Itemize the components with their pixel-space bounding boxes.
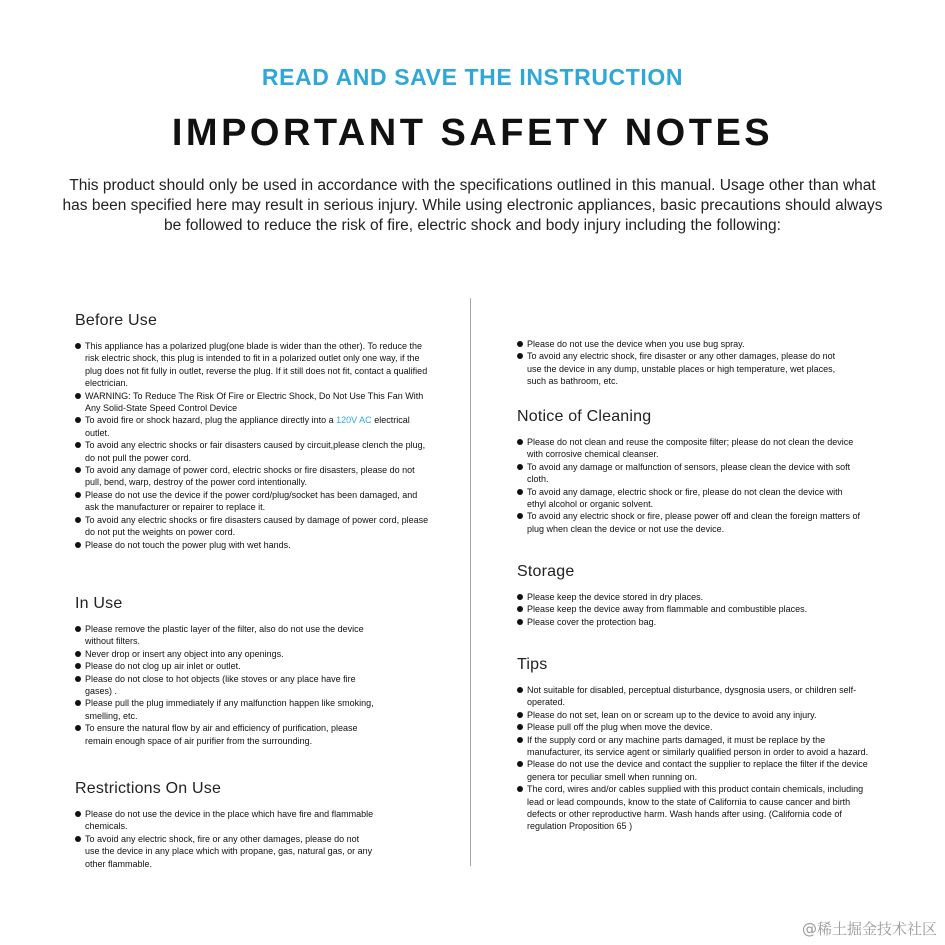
list-item: Please pull the plug immediately if any malfunction happen like smoking, smelling, etc. <box>75 697 385 722</box>
section-heading: Restrictions On Use <box>75 780 222 797</box>
bullet-list <box>75 808 375 870</box>
section-heading: Notice of Cleaning <box>517 408 652 425</box>
list-item: Never drop or insert any object into any openings. <box>75 648 385 660</box>
list-item: Please do not use the device when you use bug spray. <box>517 338 847 350</box>
list-item: Please remove the plastic layer of the filter, also do not use the device without filters. <box>75 623 385 648</box>
kicker-heading: READ AND SAVE THE INSTRUCTION <box>261 64 684 90</box>
section-before-use <box>75 312 430 551</box>
bullet-list <box>517 338 847 388</box>
list-item: To ensure the natural flow by air and efficiency of purification, please remain enough space of air purifier from the surrounding. <box>75 722 385 747</box>
section-heading: In Use <box>75 595 123 612</box>
section-heading: Before Use <box>75 312 158 329</box>
section-storage <box>517 563 862 628</box>
list-item: Please pull off the plug when move the device. <box>517 721 872 733</box>
list-item: Please keep the device stored in dry places. <box>517 591 862 603</box>
list-item: To avoid any electric shocks or fire disasters caused by damage of power cord, please do not put the weights on power cord. <box>75 514 430 539</box>
section-cleaning <box>517 408 862 535</box>
column-divider <box>470 298 471 866</box>
list-item: Please do not clog up air inlet or outlet. <box>75 660 385 672</box>
list-item-text: electrical outlet. <box>85 415 410 438</box>
list-item: Not suitable for disabled, perceptual disturbance, dysgnosia users, or children self-operated. <box>517 684 872 709</box>
watermark: @稀土掘金技术社区 <box>801 920 937 938</box>
bullet-list <box>517 684 872 833</box>
list-item: To avoid any damage, electric shock or fire, please do not clean the device with ethyl alcohol or organic solvent. <box>517 486 862 511</box>
list-item: Please do not set, lean on or scream up to the device to avoid any injury. <box>517 709 872 721</box>
section-in-use <box>75 595 385 747</box>
intro-paragraph: This product should only be used in accordance with the specifications outlined in this manual. Usage other than what has been specified here may result in serious injury. While using electronic appliances, basic precautions should always be followed to reduce the risk of fire, electric shock and body injury including the following: <box>62 177 883 234</box>
list-item: To avoid any electric shock or fire, please power off and clean the foreign matters of plug when clean the device or not use the device. <box>517 510 862 535</box>
list-item: To avoid any damage or malfunction of sensors, please clean the device with soft cloth. <box>517 461 862 486</box>
list-item: To avoid any electric shock, fire disaster or any other damages, please do not use the device in any dump, unstable places or high temperature, wet places, such as bathroom, etc. <box>517 350 847 387</box>
list-item: If the supply cord or any machine parts damaged, it must be replace by the manufacturer, its service agent or similarly qualified person in order to avoid a hazard. <box>517 734 872 759</box>
list-item: WARNING: To Reduce The Risk Of Fire or Electric Shock, Do Not Use This Fan With Any Solid-State Speed Control Device <box>75 390 430 415</box>
section-restrictions <box>75 780 375 870</box>
section-tips <box>517 656 872 833</box>
section-heading: Tips <box>517 656 548 673</box>
list-item: Please do not use the device if the power cord/plug/socket has been damaged, and ask the manufacturer or repairer to replace it. <box>75 489 430 514</box>
list-item: Please do not use the device in the place which have fire and flammable chemicals. <box>75 808 375 833</box>
list-item: Please do not touch the power plug with wet hands. <box>75 539 430 551</box>
bullet-list <box>75 623 385 747</box>
list-item: The cord, wires and/or cables supplied with this product contain chemicals, including lead or lead compounds, know to the state of California to cause cancer and birth defects or other reproductive harm. Wash hands after using. (California code of regulation Proposition 65 ) <box>517 783 872 833</box>
section-heading: Storage <box>517 563 575 580</box>
list-item: Please keep the device away from flammable and combustible places. <box>517 603 862 615</box>
list-item: To avoid any electric shocks or fair disasters caused by circuit,please clench the plug, do not pull the power cord. <box>75 439 430 464</box>
bullet-list <box>517 591 862 628</box>
list-item: To avoid any damage of power cord, electric shocks or fire disasters, please do not pull, bend, warp, destroy of the power cord intentionally. <box>75 464 430 489</box>
list-item: Please do not clean and reuse the composite filter; please do not clean the device with corrosive chemical cleanser. <box>517 436 862 461</box>
bullet-list <box>75 340 430 551</box>
page-title: IMPORTANT SAFETY NOTES <box>171 112 774 154</box>
bullet-list <box>517 436 862 535</box>
list-item: To avoid any electric shock, fire or any other damages, please do not use the device in any place which with propane, gas, natural gas, or any other flammable. <box>75 833 375 870</box>
list-item: This appliance has a polarized plug(one blade is wider than the other). To reduce the risk electric shock, this plug is intended to fit in a polarized outlet only one way, if the plug does not fit fully in outlet, reverse the plug. If it still does not fit, contact a qualified electrician. <box>75 340 430 390</box>
list-item: Please do not use the device and contact the supplier to replace the filter if the device genera tor peculiar smell when running on. <box>517 758 872 783</box>
list-item-text: To avoid fire or shock hazard, plug the appliance directly into a <box>85 415 337 426</box>
section-right-top <box>517 338 847 388</box>
list-item: Please cover the protection bag. <box>517 616 862 628</box>
list-item: Please do not close to hot objects (like stoves or any place have fire gases) . <box>75 673 385 698</box>
voltage-highlight: 120V AC <box>336 415 372 426</box>
list-item <box>75 414 430 439</box>
